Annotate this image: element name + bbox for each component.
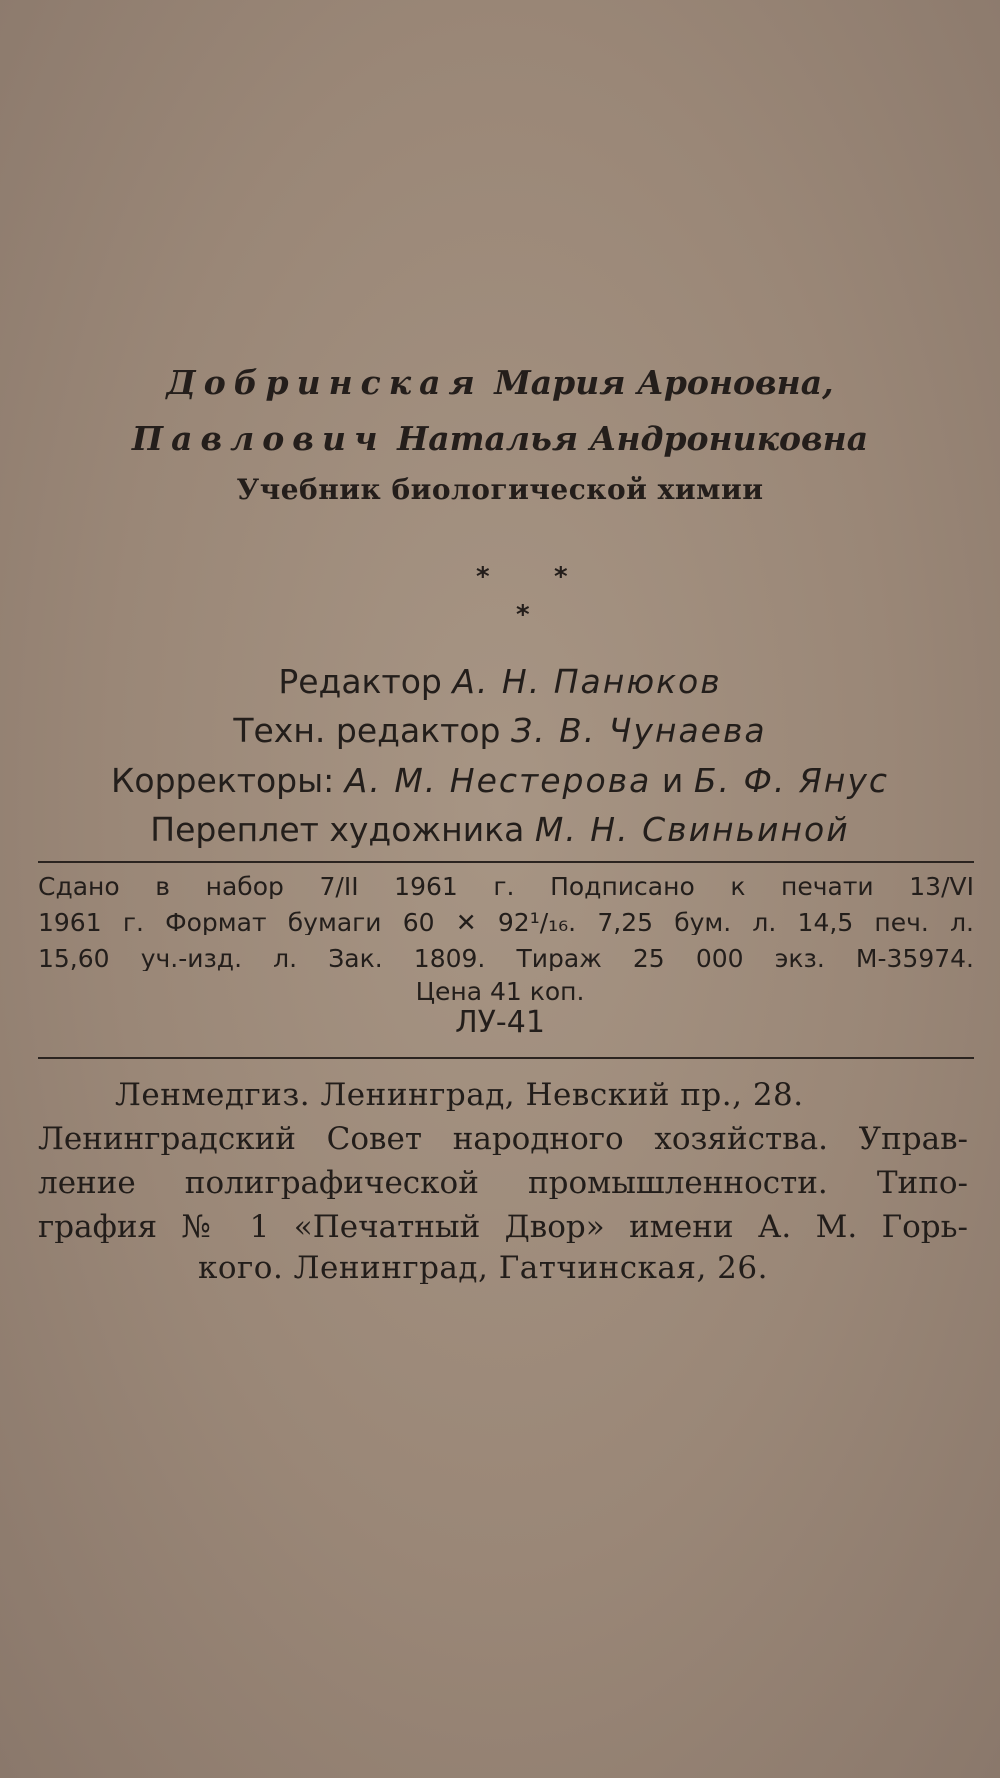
asterism-star-2: * [554, 562, 568, 592]
author-2 [0, 419, 1000, 458]
publisher-line-5: кого. Ленинград, Гатчинская, 26. [198, 1253, 768, 1284]
author-2-surname: Павлович [131, 419, 386, 458]
asterism-star-1: * [476, 562, 490, 592]
publisher-line-1: Ленмедгиз. Ленинград, Невский пр., 28. [115, 1080, 804, 1111]
credit-cover-artist [0, 810, 1000, 849]
imprint-line-1: Сдано в набор 7/II 1961 г. Подписано к печати 13/VI [38, 874, 974, 899]
author-1 [0, 363, 1000, 402]
author-1-given-names: Мария Ароновна, [494, 363, 834, 402]
editor-role: Редактор [278, 662, 442, 701]
author-1-surname: Добринская [166, 363, 483, 402]
tech-editor-role: Техн. редактор [233, 711, 501, 750]
cover-role: Переплет художника [150, 810, 525, 849]
corrector-1-name: А. М. Нестерова [344, 761, 652, 800]
catalog-code: ЛУ-41 [455, 1005, 545, 1040]
book-title: Учебник биологической химии [236, 473, 764, 506]
imprint-line-2: 1961 г. Формат бумаги 60 ✕ 92¹/₁₆. 7,25 бум. л. 14,5 печ. л. [38, 910, 974, 935]
author-2-given-names: Наталья Андрониковна [397, 419, 869, 458]
asterism-star-3: * [516, 600, 530, 630]
credit-tech-editor [0, 711, 1000, 750]
correctors-role: Корректоры: [110, 761, 335, 800]
publisher-line-2: Ленинградский Совет народного хозяйства. Управ- [38, 1124, 968, 1155]
price-text: Цена 41 коп. [415, 977, 585, 1006]
divider-rule-bottom [38, 1057, 974, 1059]
correctors-conjunction: и [661, 761, 684, 800]
publisher-line-4: графия № 1 «Печатный Двор» имени А. М. Горь- [38, 1212, 968, 1243]
corrector-2-name: Б. Ф. Янус [693, 761, 890, 800]
publisher-line-3: ление полиграфической промышленности. Типо- [38, 1168, 968, 1199]
imprint-line-3: 15,60 уч.-изд. л. Зак. 1809. Тираж 25 000 экз. М-35974. [38, 946, 974, 971]
divider-rule-top [38, 861, 974, 863]
credit-editor [0, 662, 1000, 701]
cover-artist-name: М. Н. Свиньиной [534, 810, 850, 849]
tech-editor-name: З. В. Чунаева [510, 711, 767, 750]
credit-correctors [0, 761, 1000, 800]
editor-name: А. Н. Панюков [452, 662, 722, 701]
